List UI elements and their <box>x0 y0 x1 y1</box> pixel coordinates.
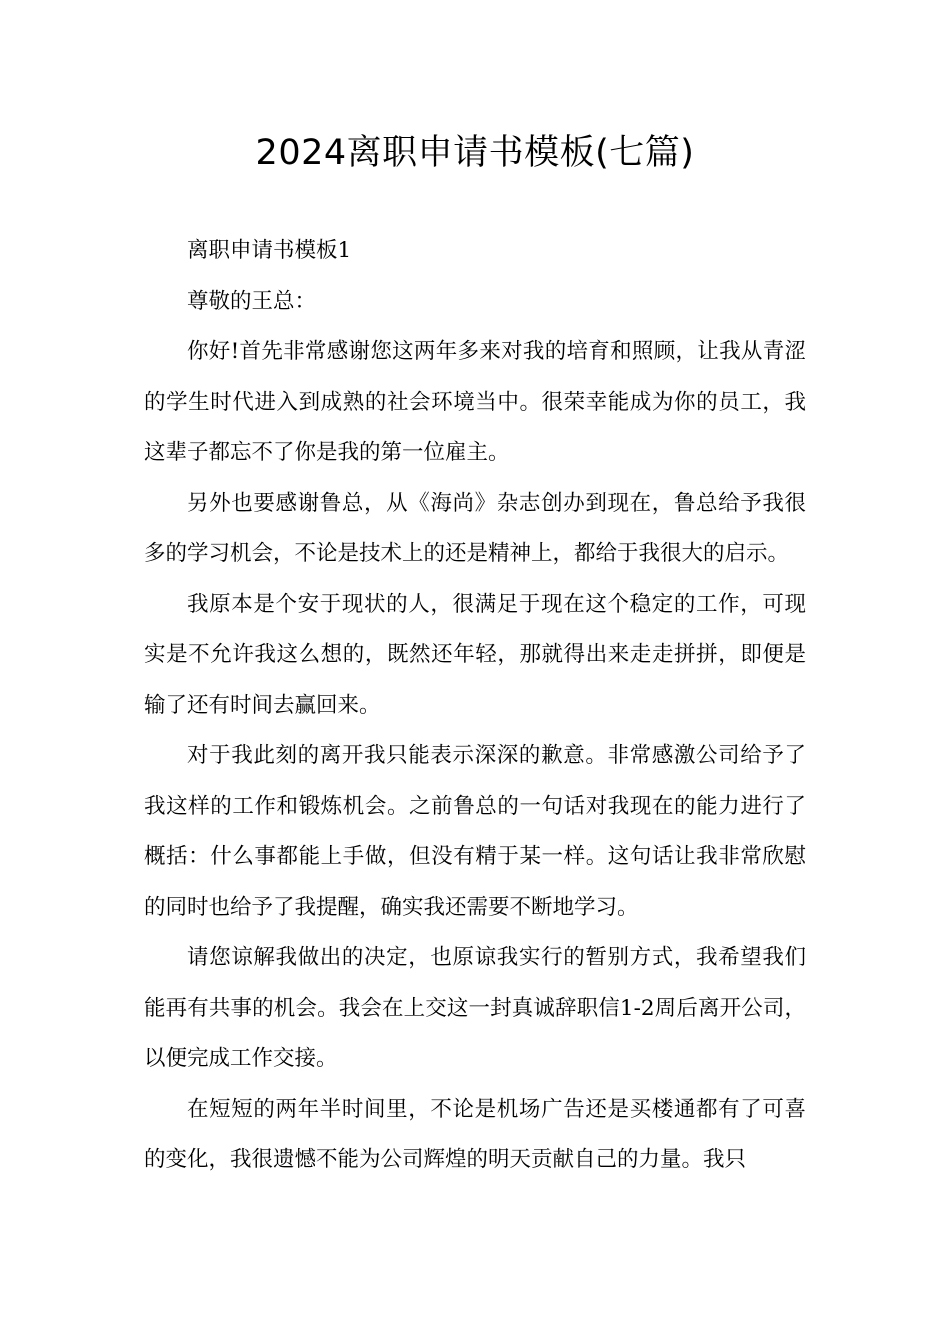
section-heading: 离职申请书模板1 <box>187 238 352 263</box>
document-body <box>144 226 806 1186</box>
paragraph: 请您谅解我做出的决定，也原谅我实行的暂别方式，我希望我们能再有共事的机会。我会在上交这一封真诚辞职信1-2周后离开公司，以便完成工作交接。 <box>144 945 806 1071</box>
document-title: 2024离职申请书模板(七篇) <box>255 133 695 173</box>
salutation: 尊敬的王总： <box>187 288 317 314</box>
paragraph: 另外也要感谢鲁总，从《海尚》杂志创办到现在，鲁总给予我很多的学习机会，不论是技术上的还是精神上，都给于我很大的启示。 <box>144 490 806 566</box>
paragraph: 对于我此刻的离开我只能表示深深的歉意。非常感激公司给予了我这样的工作和锻炼机会。之前鲁总的一句话对我现在的能力进行了概括：什么事都能上手做，但没有精于某一样。这句话让我非常欣慰的同时也给予了我提醒，确实我还需要不断地学习。 <box>144 743 806 920</box>
paragraph: 你好!首先非常感谢您这两年多来对我的培育和照顾，让我从青涩的学生时代进入到成熟的社会环境当中。很荣幸能成为你的员工，我这辈子都忘不了你是我的第一位雇主。 <box>144 339 806 465</box>
paragraph: 我原本是个安于现状的人，很满足于现在这个稳定的工作，可现实是不允许我这么想的，既然还年轻，那就得出来走走拼拼，即便是输了还有时间去赢回来。 <box>144 591 806 718</box>
paragraph: 在短短的两年半时间里，不论是机场广告还是买楼通都有了可喜的变化，我很遗憾不能为公司辉煌的明天贡献自己的力量。我只 <box>144 1096 806 1172</box>
